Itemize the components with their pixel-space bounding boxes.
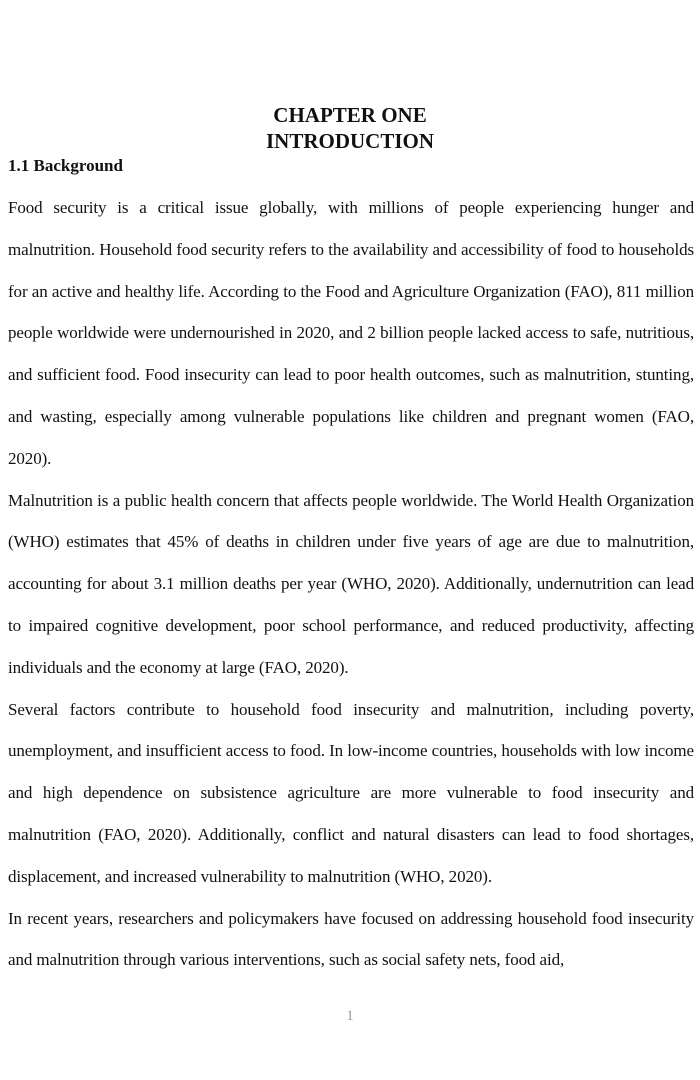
paragraph-food-security: Food security is a critical issue globally, with millions of people experiencing hunger and malnutrition. Household food security refers to the availability and accessibility of food to households for an active and healthy life. According to the Food and Agriculture Organization (FAO), 811 million people worldwide were undernourished in 2020, and 2 billion people lacked access to safe, nutritious, and sufficient food. Food insecurity can lead to poor health outcomes, such as malnutrition, stunting, and wasting, especially among vulnerable populations like children and pregnant women (FAO, 2020).: [8, 198, 694, 468]
section-heading: 1.1 Background: [8, 156, 123, 175]
body-text: [8, 187, 694, 981]
chapter-number: CHAPTER ONE: [273, 103, 427, 127]
paragraph-interventions: In recent years, researchers and policymakers have focused on addressing household food insecurity and malnutrition through various interventions, such as social safety nets, food aid,: [8, 908, 694, 970]
page-number: 1: [346, 1008, 354, 1024]
chapter-title: INTRODUCTION: [265, 129, 435, 153]
paragraph-contributing-factors: Several factors contribute to household food insecurity and malnutrition, including poverty, unemployment, and insufficient access to food. In low-income countries, households with low income and high dependence on subsistence agriculture are more vulnerable to food insecurity and malnutrition (FAO, 2020). Additionally, conflict and natural disasters can lead to food shortages, displacement, and increased vulnerability to malnutrition (WHO, 2020).: [8, 699, 694, 886]
paragraph-malnutrition: Malnutrition is a public health concern that affects people worldwide. The World Health Organization (WHO) estimates that 45% of deaths in children under five years of age are due to malnutrition, accounting for about 3.1 million deaths per year (WHO, 2020). Additionally, undernutrition can lead to impaired cognitive development, poor school performance, and reduced productivity, affecting individuals and the economy at large (FAO, 2020).: [8, 490, 694, 677]
